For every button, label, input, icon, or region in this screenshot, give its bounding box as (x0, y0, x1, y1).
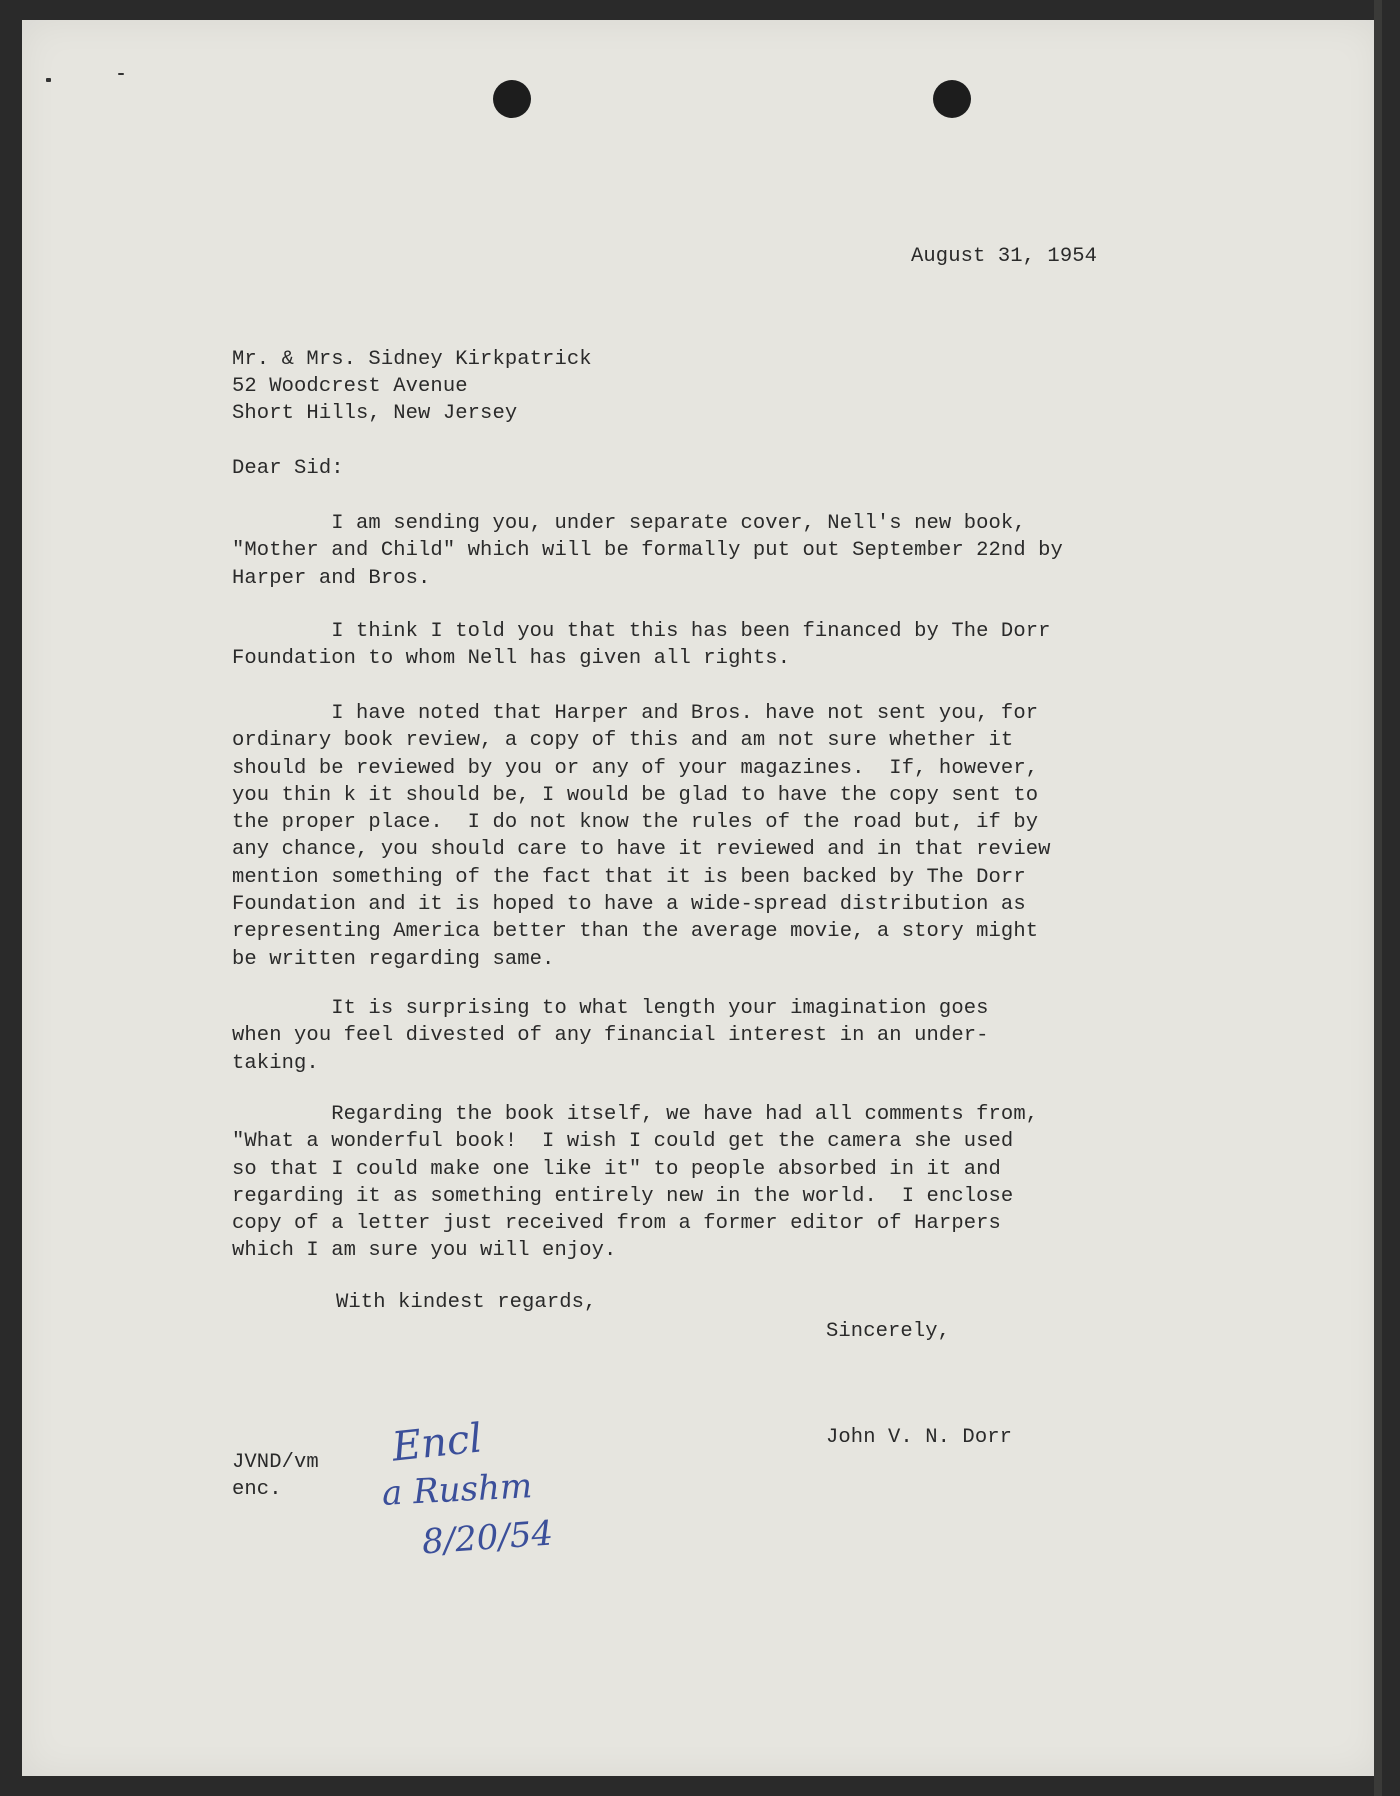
handwritten-note-line-2: a Rushm (381, 1466, 534, 1514)
paragraph-5 (232, 1101, 1132, 1265)
paragraph-line: you thin k it should be, I would be glad to have the copy sent to (232, 783, 1039, 807)
recipient-city: Short Hills, New Jersey (232, 402, 518, 425)
paragraph-line: mention something of the fact that it is been backed by The Dorr (232, 865, 1026, 889)
paragraph-line: Regarding the book itself, we have had all comments from, (232, 1103, 1039, 1126)
paragraph-line: Foundation to whom Nell has given all rights. (232, 647, 791, 671)
paragraph-line: any chance, you should care to have it reviewed and in that review (232, 838, 1051, 862)
paragraph-4 (232, 995, 1132, 1077)
recipient-name: Mr. & Mrs. Sidney Kirkpatrick (232, 348, 592, 371)
paragraph-1 (232, 510, 1132, 592)
paragraph-line: representing America better than the average movie, a story might (232, 920, 1039, 944)
sheet-edge-shadow (1374, 0, 1382, 1796)
closing-sincerely: Sincerely, (826, 1320, 951, 1343)
paragraph-line: taking. (232, 1051, 319, 1075)
paragraph-line: the proper place. I do not know the rules of the road but, if by (232, 811, 1039, 835)
paragraph-line: Harper and Bros. (232, 566, 431, 590)
paper-speck (46, 78, 51, 82)
handwritten-note-line-1: Encl (389, 1415, 485, 1471)
recipient-street: 52 Woodcrest Avenue (232, 375, 468, 398)
paragraph-line: I am sending you, under separate cover, Nell's new book, (232, 512, 1026, 535)
letter-date: August 31, 1954 (911, 245, 1098, 268)
paragraph-line: "Mother and Child" which will be formally put out September 22nd by (232, 539, 1063, 563)
paragraph-line: regarding it as something entirely new in the world. I enclose (232, 1184, 1014, 1208)
paragraph-line: I think I told you that this has been financed by The Dorr (232, 620, 1051, 643)
paragraph-line: ordinary book review, a copy of this and am not sure whether it (232, 729, 1014, 753)
paper-speck (118, 73, 124, 75)
paragraph-line: I have noted that Harper and Bros. have not sent you, for (232, 702, 1039, 725)
paragraph-3 (232, 700, 1132, 973)
closing-regards: With kindest regards, (336, 1291, 597, 1314)
paragraph-line: Foundation and it is hoped to have a wide-spread distribution as (232, 893, 1026, 917)
enclosure-notation: enc. (232, 1478, 282, 1501)
signature-name: John V. N. Dorr (826, 1426, 1013, 1449)
paragraph-line: be written regarding same. (232, 947, 555, 971)
paragraph-line: It is surprising to what length your imagination goes (232, 997, 989, 1020)
paragraph-line: when you feel divested of any financial interest in an under- (232, 1024, 989, 1048)
punch-hole-left (493, 80, 531, 118)
paragraph-line: should be reviewed by you or any of your magazines. If, however, (232, 756, 1039, 780)
punch-hole-right (933, 80, 971, 118)
salutation: Dear Sid: (232, 457, 344, 480)
paragraph-line: which I am sure you will enjoy. (232, 1239, 617, 1263)
paragraph-line: copy of a letter just received from a former editor of Harpers (232, 1212, 1001, 1236)
reference-initials: JVND/vm (232, 1451, 319, 1474)
paragraph-line: "What a wonderful book! I wish I could get the camera she used (232, 1130, 1014, 1154)
paragraph-line: so that I could make one like it" to people absorbed in it and (232, 1157, 1001, 1181)
handwritten-note-line-3: 8/20/54 (420, 1513, 555, 1563)
paragraph-2 (232, 618, 1132, 673)
